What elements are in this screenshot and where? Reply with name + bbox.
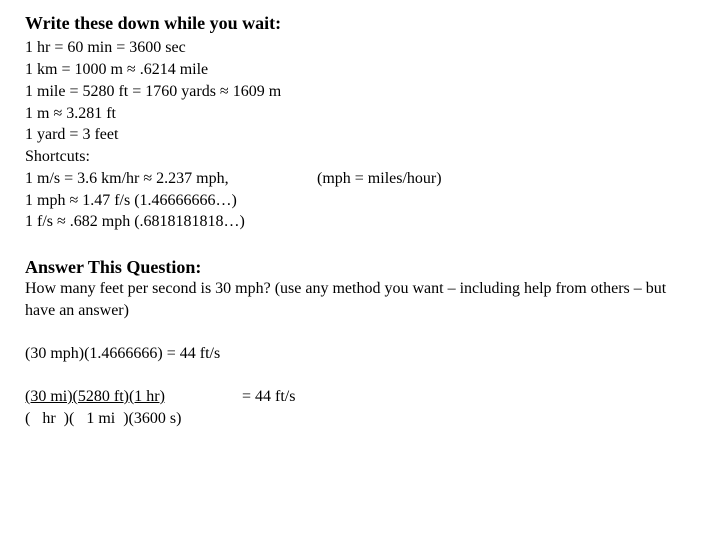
section-title-question: Answer This Question: <box>25 257 202 277</box>
question-text: How many feet per second is 30 mph? (use any method you want – including help from others – but have an answer) <box>25 280 667 319</box>
shortcuts-label: Shortcuts: <box>25 148 90 165</box>
mph-definition-note: (mph = miles/hour) <box>317 170 442 187</box>
conversion-yard: 1 yard = 3 feet <box>25 126 119 143</box>
conversion-mile: 1 mile = 5280 ft = 1760 yards ≈ 1609 m <box>25 83 282 100</box>
conversion-meter: 1 m ≈ 3.281 ft <box>25 105 116 122</box>
answer-method-one: (30 mph)(1.4666666) = 44 ft/s <box>25 345 221 362</box>
shortcut-mph: 1 mph ≈ 1.47 f/s (1.46666666…) <box>25 192 237 209</box>
shortcut-fps: 1 f/s ≈ .682 mph (.6818181818…) <box>25 213 245 230</box>
answer-method-two-result: = 44 ft/s <box>242 388 296 405</box>
answer-method-two-numerator: (30 mi)(5280 ft)(1 hr) <box>25 388 165 405</box>
conversion-hour: 1 hr = 60 min = 3600 sec <box>25 39 186 56</box>
section-title-conversions: Write these down while you wait: <box>25 13 282 33</box>
answer-method-two-denominator: ( hr )( 1 mi )(3600 s) <box>25 410 182 427</box>
shortcut-mps: 1 m/s = 3.6 km/hr ≈ 2.237 mph, <box>25 170 229 187</box>
conversion-km: 1 km = 1000 m ≈ .6214 mile <box>25 61 209 78</box>
